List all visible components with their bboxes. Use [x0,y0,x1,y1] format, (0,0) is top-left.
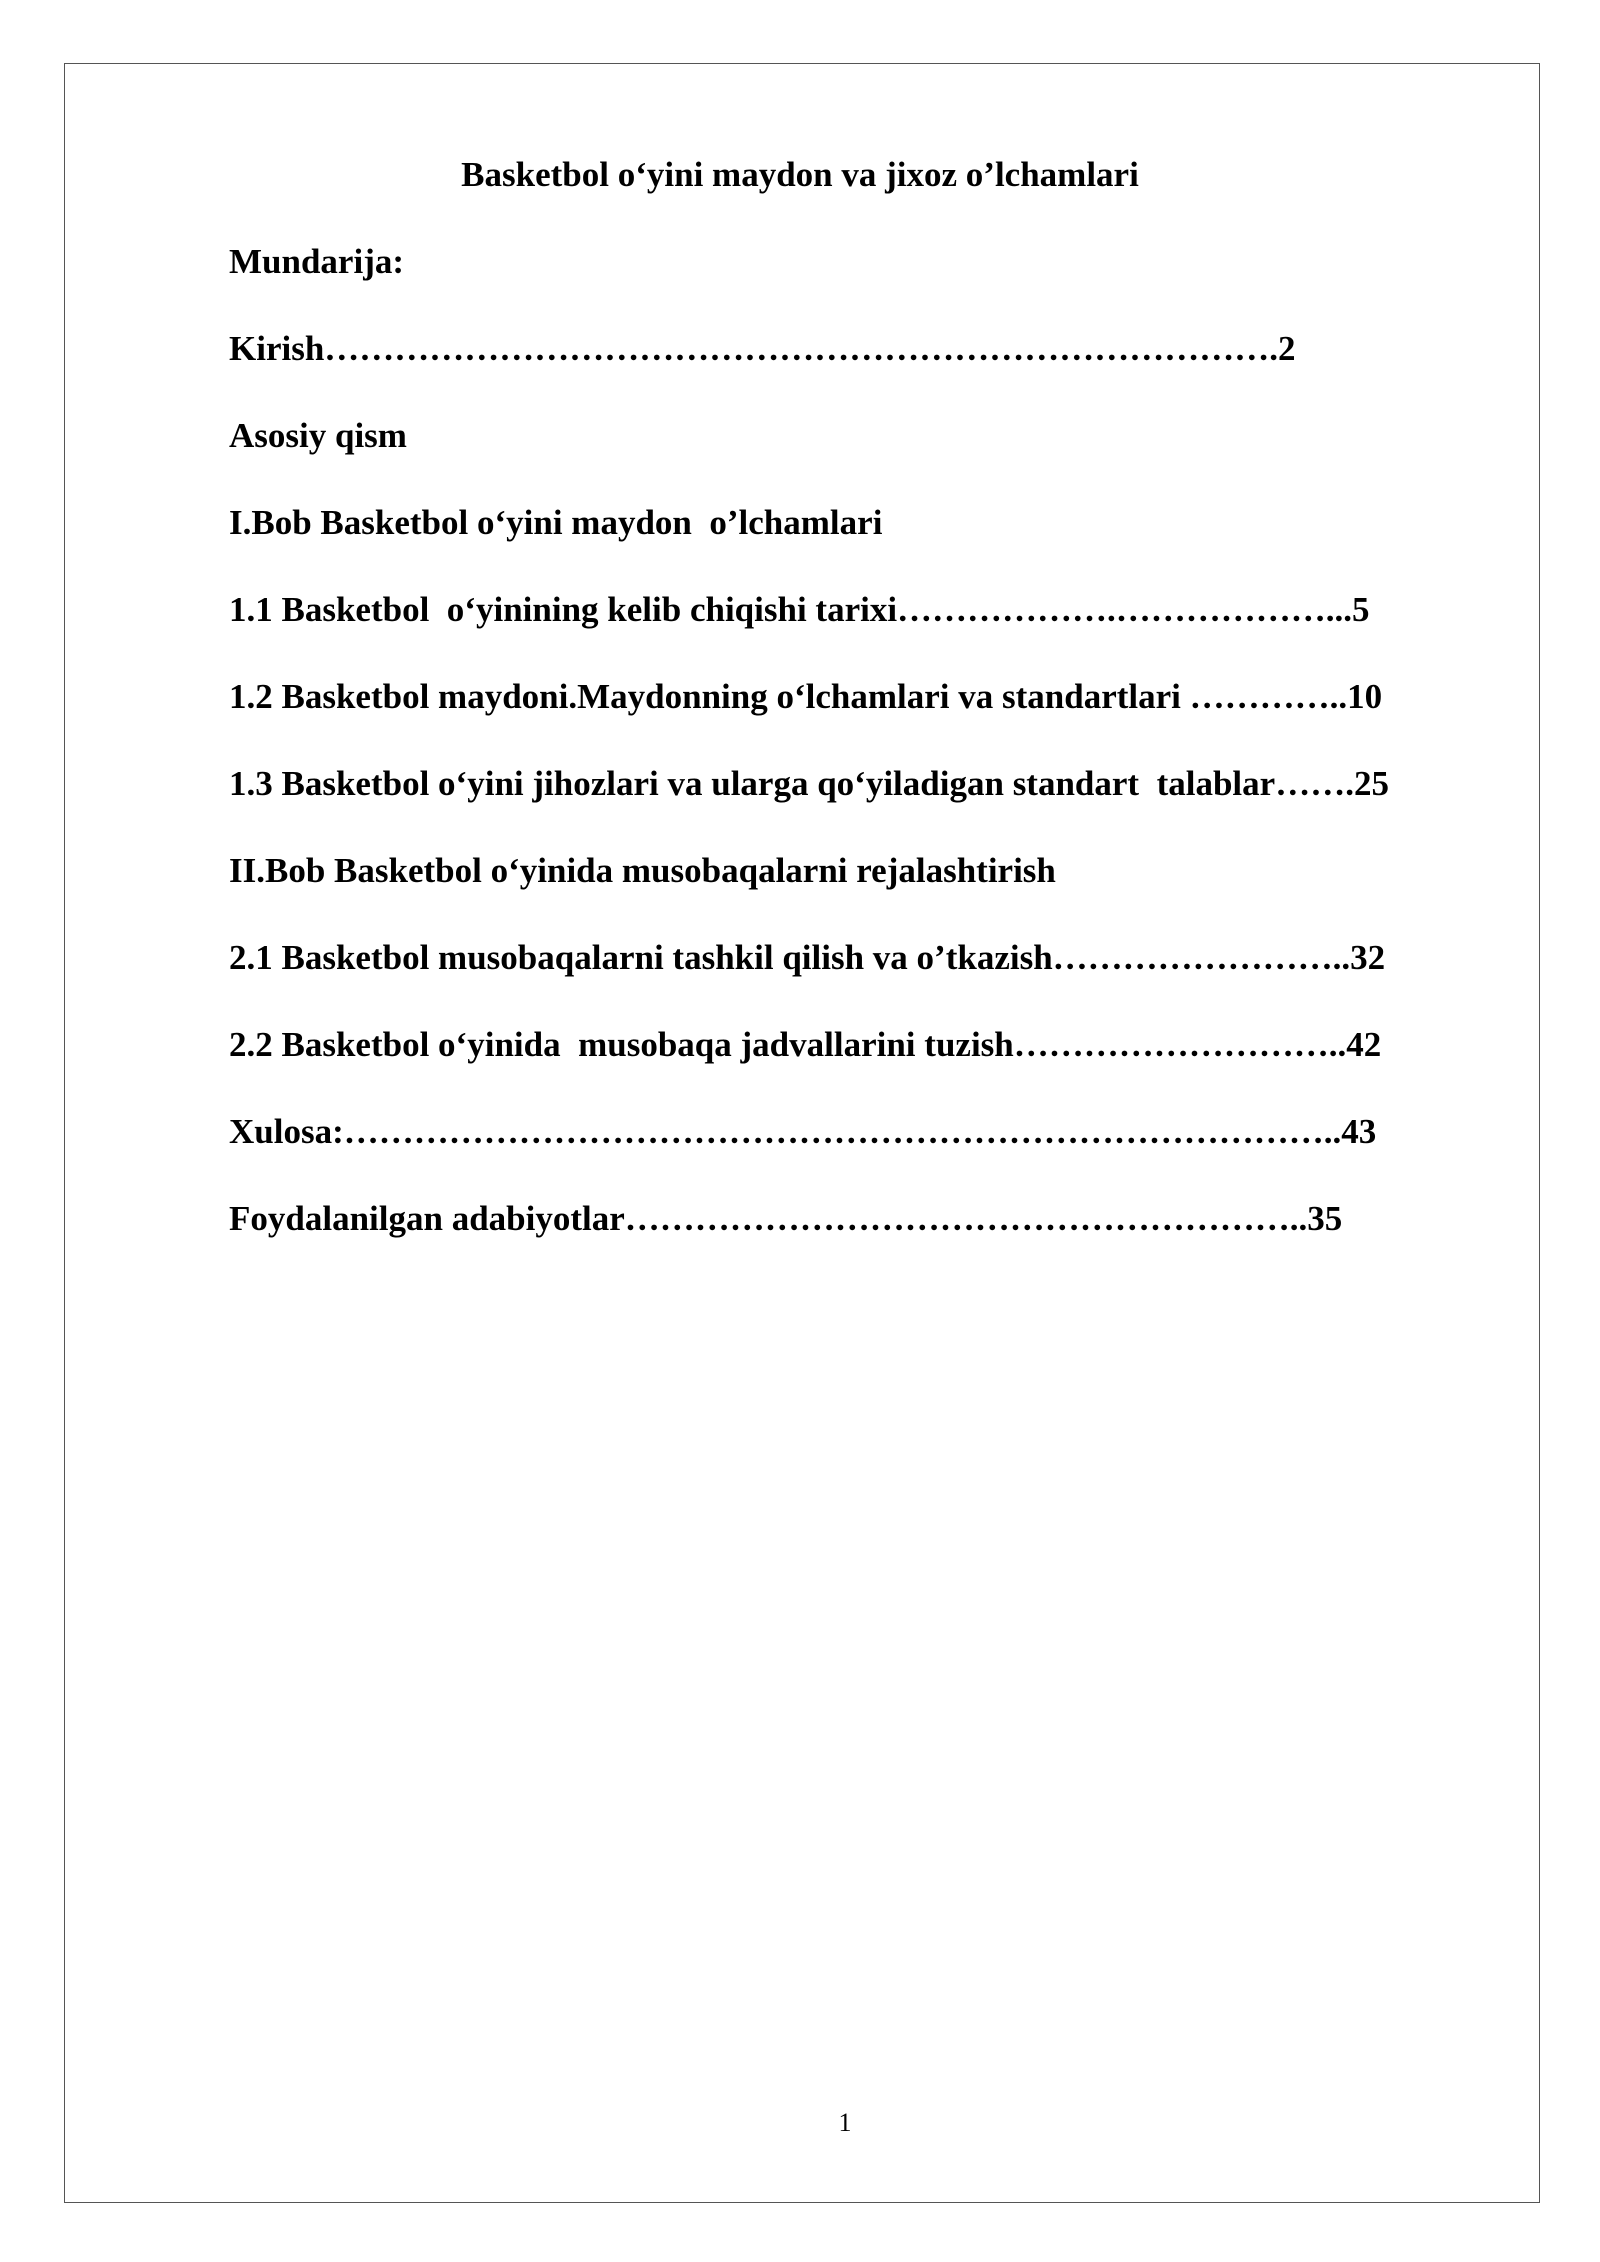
toc-entry-chapter-1: I.Bob Basketbol o‘yini maydon o’lchamlari [229,503,883,542]
toc-entry-section-1-2: 1.2 Basketbol maydoni.Maydonning o‘lchamlari va standartlari …………..10 [229,677,1383,716]
document-title: Basketbol o‘yini maydon va jixoz o’lchamlari [461,155,1139,194]
toc-heading: Mundarija: [229,242,404,281]
toc-entry-section-2-1: 2.1 Basketbol musobaqalarni tashkil qilish va o’tkazish……………………..32 [229,938,1386,977]
toc-entry-main-part: Asosiy qism [229,416,407,455]
toc-entry-section-1-3: 1.3 Basketbol o‘yini jihozlari va ularga qo‘yiladigan standart talablar…….25 [229,764,1389,803]
toc-entry-conclusion: Xulosa:…………………………………………………………………………..43 [229,1112,1377,1151]
toc-entry-section-1-1: 1.1 Basketbol o‘yinining kelib chiqishi tarixi……………….………………...5 [229,590,1370,629]
toc-entry-references: Foydalanilgan adabiyotlar…………………………………………………..35 [229,1199,1343,1238]
toc-entry-introduction: Kirish……………………………………………………………………….2 [229,329,1296,368]
page-number: 1 [838,2108,852,2137]
toc-entry-section-2-2: 2.2 Basketbol o‘yinida musobaqa jadvallarini tuzish………………………..42 [229,1025,1382,1064]
toc-entry-chapter-2: II.Bob Basketbol o‘yinida musobaqalarni rejalashtirish [229,851,1056,890]
